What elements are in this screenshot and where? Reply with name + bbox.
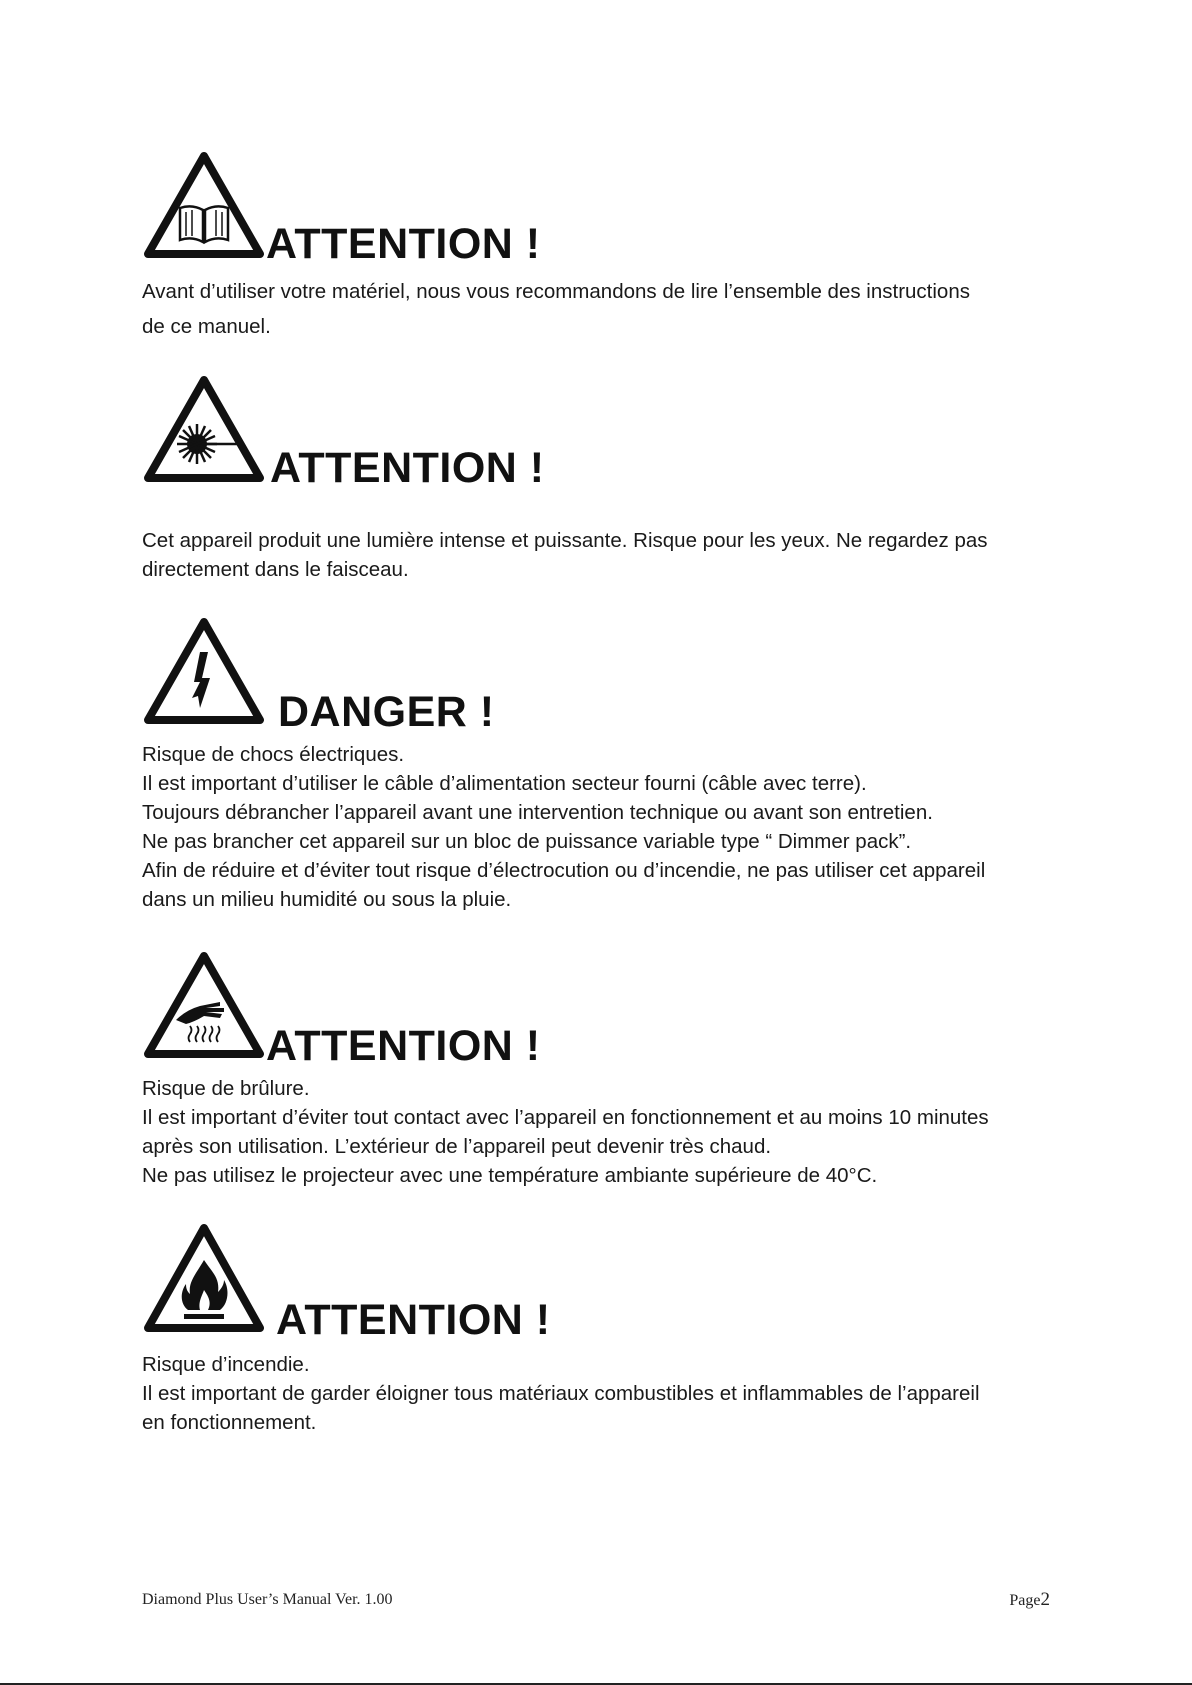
warning-section-read-manual bbox=[142, 150, 1062, 340]
page-label: Page bbox=[1009, 1592, 1041, 1609]
laser-radiation-icon bbox=[142, 374, 266, 484]
section-body bbox=[142, 526, 1062, 584]
body-line: de ce manuel. bbox=[142, 315, 271, 338]
body-line: Avant d’utiliser votre matériel, nous vous recommandons de lire l’ensemble des instructions bbox=[142, 280, 970, 303]
body-line: Risque d’incendie. bbox=[142, 1353, 310, 1376]
warning-section-fire bbox=[142, 1222, 1062, 1442]
body-line: Afin de réduire et d’éviter tout risque d’électrocution ou d’incendie, ne pas utiliser cet appareil bbox=[142, 859, 986, 882]
footer-manual-title: Diamond Plus User’s Manual Ver. 1.00 bbox=[142, 1591, 393, 1608]
body-line: en fonctionnement. bbox=[142, 1411, 317, 1434]
section-body bbox=[142, 1074, 1062, 1190]
section-heading: ATTENTION ! bbox=[270, 444, 545, 492]
body-line: après son utilisation. L’extérieur de l’appareil peut devenir très chaud. bbox=[142, 1135, 772, 1158]
hot-surface-icon bbox=[142, 950, 266, 1060]
flammable-icon bbox=[142, 1222, 266, 1336]
body-line: directement dans le faisceau. bbox=[142, 558, 409, 581]
section-heading: ATTENTION ! bbox=[276, 1296, 551, 1344]
body-line: Ne pas utilisez le projecteur avec une température ambiante supérieure de 40°C. bbox=[142, 1164, 878, 1187]
warning-section-electric bbox=[142, 616, 1062, 916]
page-number: 2 bbox=[1040, 1589, 1050, 1610]
body-line: dans un milieu humidité ou sous la pluie. bbox=[142, 888, 512, 911]
body-line: Il est important de garder éloigner tous matériaux combustibles et inflammables de l’appareil bbox=[142, 1382, 980, 1405]
warning-section-laser bbox=[142, 374, 1062, 584]
warning-section-hot-surface bbox=[142, 950, 1062, 1190]
section-body bbox=[142, 274, 1062, 344]
section-heading: ATTENTION ! bbox=[266, 1022, 541, 1070]
body-line: Toujours débrancher l’appareil avant une intervention technique ou avant son entretien. bbox=[142, 801, 933, 824]
section-body bbox=[142, 1350, 1062, 1437]
body-line: Il est important d’utiliser le câble d’alimentation secteur fourni (câble avec terre). bbox=[142, 772, 867, 795]
electric-shock-icon bbox=[142, 616, 266, 726]
section-body bbox=[142, 740, 1062, 914]
body-line: Il est important d’éviter tout contact avec l’appareil en fonctionnement et au moins 10 minutes bbox=[142, 1106, 989, 1129]
manual-book-icon bbox=[142, 150, 266, 260]
section-heading: DANGER ! bbox=[278, 688, 495, 736]
body-line: Risque de brûlure. bbox=[142, 1077, 310, 1100]
body-line: Risque de chocs électriques. bbox=[142, 743, 405, 766]
section-heading: ATTENTION ! bbox=[266, 220, 541, 268]
footer-page-number bbox=[1009, 1589, 1050, 1611]
body-line: Cet appareil produit une lumière intense et puissante. Risque pour les yeux. Ne regardez pas bbox=[142, 529, 988, 552]
body-line: Ne pas brancher cet appareil sur un bloc de puissance variable type “ Dimmer pack”. bbox=[142, 830, 912, 853]
